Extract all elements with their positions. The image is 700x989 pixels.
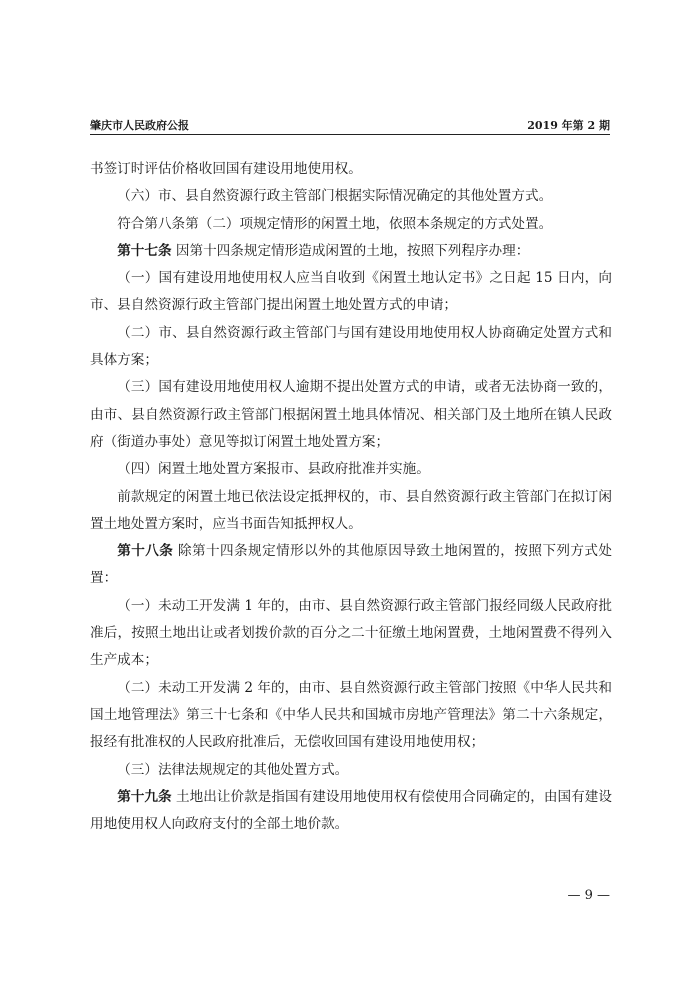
- paragraph: [90, 156, 612, 183]
- paragraph: [90, 484, 612, 539]
- article-heading: 第十九条: [117, 788, 172, 805]
- article-heading: 第十七条: [117, 242, 172, 259]
- paragraph: [90, 675, 612, 757]
- paragraph-text: （三）法律法规规定的其他处置方式。: [117, 761, 349, 778]
- article-18: [90, 538, 612, 593]
- paragraph: [90, 456, 612, 483]
- issue-label: 2019 年第 2 期: [527, 119, 610, 132]
- paragraph-text: 因第十四条规定情形造成闲置的土地，按照下列程序办理：: [171, 242, 530, 259]
- paragraph-text: 土地出让价款是指国有建设用地使用权有偿使用合同确定的，由国有建设用地使用权人向政府支付的全部土地价款。: [90, 788, 612, 833]
- paragraph: [90, 320, 612, 375]
- paragraph-text: （二）市、县自然资源行政主管部门与国有建设用地使用权人协商确定处置方式和具体方案；: [90, 324, 612, 369]
- article-19: [90, 784, 612, 839]
- page-header: [90, 114, 610, 135]
- paragraph-text: （二）未动工开发满 2 年的，由市、县自然资源行政主管部门按照《中华人民共和国土地管理法》第三十七条和《中华人民共和国城市房地产管理法》第二十六条规定，报经有批准权的人民政府批准后，无偿收回国有建设用地使用权；: [90, 679, 612, 751]
- paragraph-text: 书签订时评估价格收回国有建设用地使用权。: [90, 161, 362, 177]
- paragraph: [90, 757, 612, 784]
- paragraph-text: 除第十四条规定情形以外的其他原因导致土地闲置的，按照下列方式处置：: [90, 543, 612, 587]
- publication-title: 肇庆市人民政府公报: [90, 119, 189, 132]
- paragraph-text: 前款规定的闲置土地已依法设定抵押权的，市、县自然资源行政主管部门在拟订闲置土地处置方案时，应当书面告知抵押权人。: [90, 488, 612, 532]
- paragraph-text: 符合第八条第（二）项规定情形的闲置土地，依照本条规定的方式处置。: [117, 215, 553, 232]
- paragraph-text: （三）国有建设用地使用权人逾期不提出处置方式的申请，或者无法协商一致的，由市、县自然资源行政主管部门根据闲置土地具体情况、相关部门及土地所在镇人民政府（街道办事处）意见等拟订闲置土地处置方案；: [90, 379, 612, 450]
- article-heading: 第十八条: [117, 543, 174, 560]
- paragraph-text: （四）闲置土地处置方案报市、县政府批准并实施。: [117, 461, 430, 478]
- paragraph: [90, 211, 612, 238]
- page-number: — 9 —: [567, 888, 610, 903]
- paragraph: [90, 374, 612, 456]
- article-17: [90, 238, 612, 265]
- paragraph-text: （一）国有建设用地使用权人应当自收到《闲置土地认定书》之日起 15 日内，向市、县自然资源行政主管部门提出闲置土地处置方式的申请；: [90, 270, 612, 314]
- paragraph-text: （一）未动工开发满 1 年的，由市、县自然资源行政主管部门报经同级人民政府批准后，按照土地出让或者划拨价款的百分之二十征缴土地闲置费，土地闲置费不得列入生产成本；: [90, 597, 612, 669]
- paragraph-text: （六）市、县自然资源行政主管部门根据实际情况确定的其他处置方式。: [117, 188, 553, 205]
- paragraph: [90, 265, 612, 320]
- paragraph: [90, 593, 612, 675]
- document-body: [90, 156, 612, 838]
- paragraph: [90, 183, 612, 210]
